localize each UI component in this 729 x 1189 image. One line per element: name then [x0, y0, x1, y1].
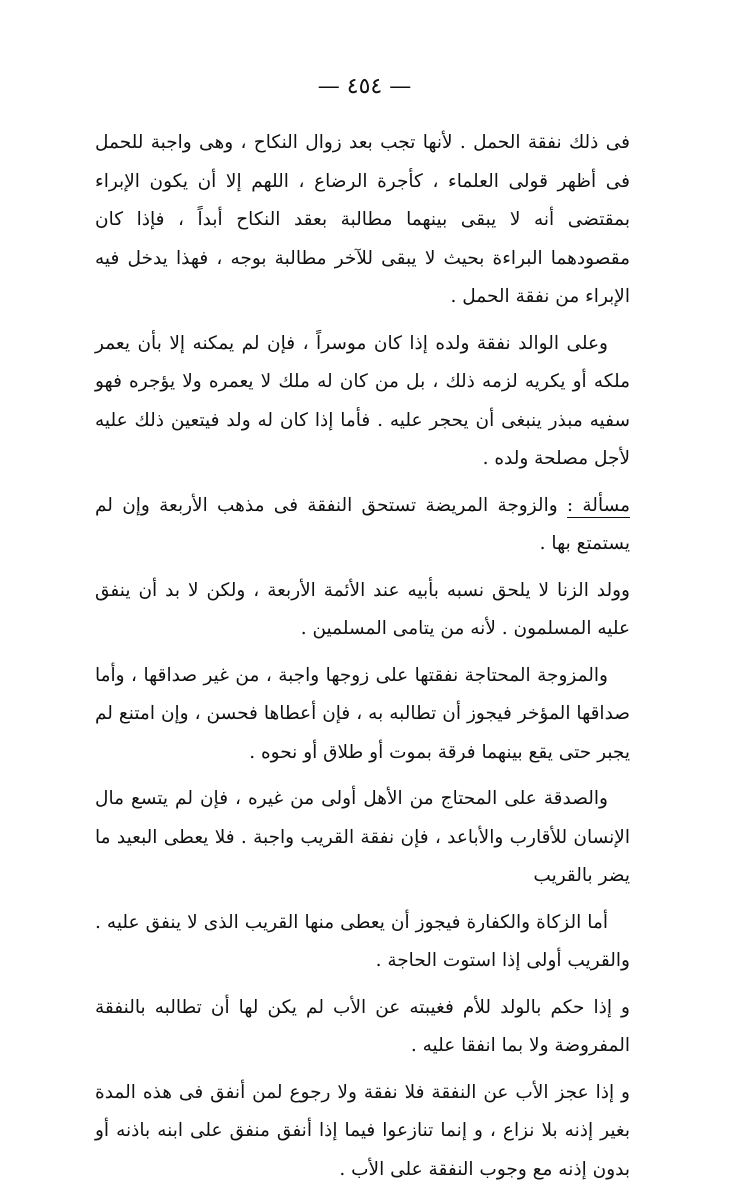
masala-label: مسألة : [567, 495, 630, 518]
paragraph-2 [95, 325, 630, 479]
paragraph-9 [95, 1074, 630, 1189]
paragraph-6 [95, 780, 630, 896]
paragraph-text: وولد الزنا لا يلحق نسبه بأبيه عند الأئمة الأربعة ، ولكن لا بد أن ينفق عليه المسلمون . لأنه من يتامى المسلمين . [95, 580, 630, 640]
paragraph-text: و إذا عجز الأب عن النفقة فلا نفقة ولا رجوع لمن أنفق فى هذه المدة بغير إذنه بلا نزاع ، و إنما تنازعوا فيما إذا أنفق منفق على ابنه باذنه أو بدون إذنه مع وجوب النفقة على الأب . [95, 1082, 630, 1180]
paragraph-text: وعلى الوالد نفقة ولده إذا كان موسراً ، فإن لم يمكنه إلا بأن يعمر ملكه أو يكريه لزمه ذلك ، بل من كان له ملك لا يعمره ولا يؤجره فهو سفيه مبذر ينبغى أن يحجر عليه . فأما إذا كان له ولد فيتعين ذلك عليه لأجل مصلحة ولده . [95, 333, 630, 470]
paragraph-text: و إذا حكم بالولد للأم فغيبته عن الأب لم يكن لها أن تطالبه بالنفقة المفروضة ولا بما انفقا عليه . [95, 997, 630, 1057]
paragraph-8 [95, 989, 630, 1066]
paragraph-text: والصدقة على المحتاج من الأهل أولى من غيره ، فإن لم يتسع مال الإنسان للأقارب والأباعد ، فإن نفقة القريب واجبة . فلا يعطى البعيد ما يضر بالقريب [95, 788, 630, 886]
paragraph-7 [95, 904, 630, 981]
paragraph-1 [95, 124, 630, 317]
paragraph-text: أما الزكاة والكفارة فيجوز أن يعطى منها القريب الذى لا ينفق عليه . والقريب أولى إذا استوت الحاجة . [95, 912, 630, 972]
page-body [95, 124, 630, 1189]
page-number: — ٤٥٤ — [0, 72, 729, 102]
paragraph-4 [95, 572, 630, 649]
paragraph-text: والمزوجة المحتاجة نفقتها على زوجها واجبة ، من غير صداقها ، وأما صداقها المؤخر فيجوز أن تطالبه به ، فإن أعطاها فحسن ، وإن امتنع لم يجبر حتى يقع بينهما فرقة بموت أو طلاق أو نحوه . [95, 665, 630, 763]
paragraph-5 [95, 657, 630, 773]
paragraph-text: فى ذلك نفقة الحمل . لأنها تجب بعد زوال النكاح ، وهى واجبة للحمل فى أظهر قولى العلماء ، كأجرة الرضاع ، اللهم إلا أن يكون الإبراء بمقتضى أنه لا يبقى بينهما مطالبة بعقد النكاح أبداً ، فإذا كان مقصودهما البراءة بحيث لا يبقى للآخر مطالبة بوجه ، فهذا يدخل فيه الإبراء من نفقة الحمل . [95, 132, 630, 307]
paragraph-3 [95, 487, 630, 564]
paragraph-text: والزوجة المريضة تستحق النفقة فى مذهب الأربعة وإن لم يستمتع بها . [95, 495, 630, 555]
